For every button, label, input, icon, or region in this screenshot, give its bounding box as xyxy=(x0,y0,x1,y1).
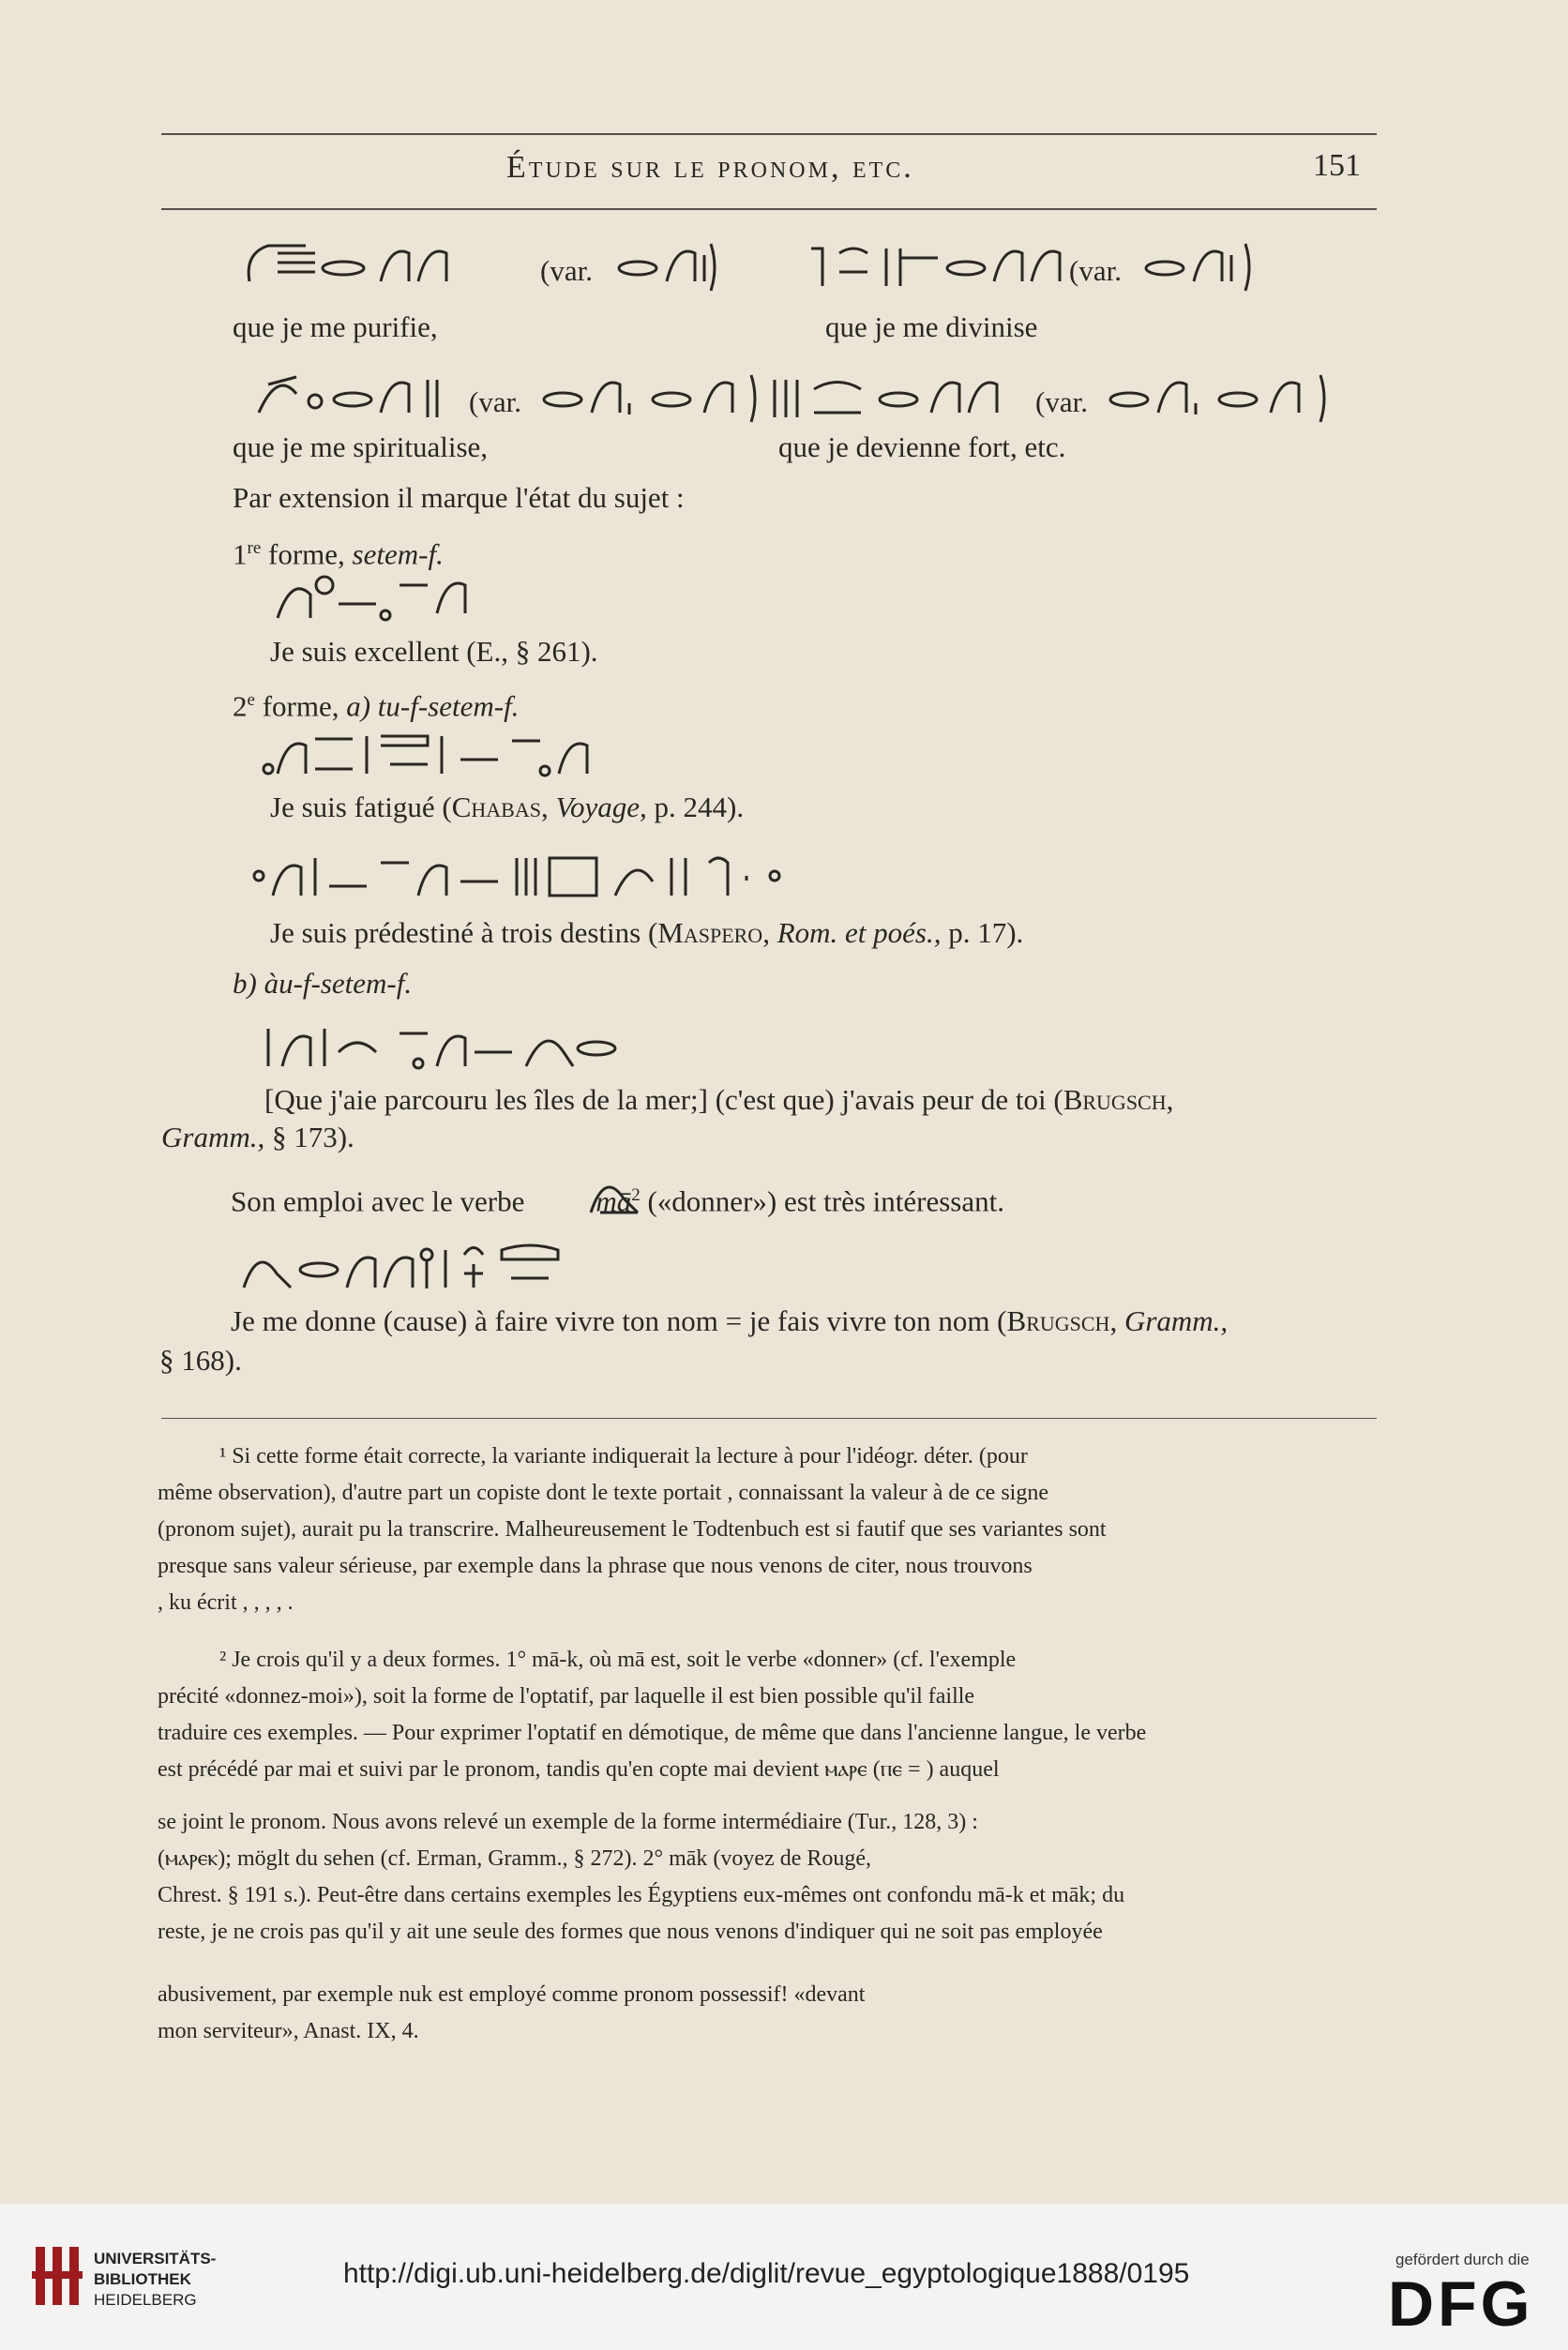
library-logo-icon xyxy=(28,2243,84,2309)
example-5-translation-line1: Je me donne (cause) à faire vivre ton nom = je fais vivre ton nom (Brugsch, Gramm., xyxy=(231,1304,1229,1337)
hieroglyph-example-1 xyxy=(268,566,550,623)
footnote-line: mon serviteur», Anast. IX, 4. xyxy=(158,2019,419,2043)
translation-1a: que je me purifie, xyxy=(233,310,438,343)
page-number: 151 xyxy=(1313,148,1361,183)
paragraph-verb-ma: Son emploi avec le verbe $mā^2$ («donner») est très intéressant. xyxy=(231,1184,1004,1218)
library-name: UNIVERSITÄTS- BIBLIOTHEK HEIDELBERG xyxy=(94,2250,217,2309)
running-title: Étude sur le pronom, etc. xyxy=(506,150,914,185)
translation-2b: que je devienne fort, etc. xyxy=(778,430,1066,463)
funder-caption: gefördert durch die xyxy=(1395,2251,1530,2268)
example-5-translation-line2: § 168). xyxy=(159,1344,242,1377)
footnote-line: Chrest. § 191 s.). Peut-être dans certains exemples les Égyptiens eux-mêmes ont confondu mā-k et māk; du xyxy=(158,1883,1125,1907)
hieroglyph-example-5 xyxy=(234,1236,666,1292)
variant-1: (var. xyxy=(540,254,593,287)
footnote-line: traduire ces exemples. — Pour exprimer l'optatif en démotique, de même que dans l'ancienne langue, le verbe xyxy=(158,1721,1147,1745)
hieroglyph-line-1b xyxy=(807,234,1069,291)
hieroglyph-line-2b xyxy=(767,366,1020,422)
variant-2: (var. xyxy=(1069,254,1122,287)
form-2b-heading: b) àu-f-setem-f. xyxy=(233,967,413,1000)
hieroglyph-verb-ma xyxy=(581,1161,647,1217)
variant-3: (var. xyxy=(469,385,521,418)
footnote-line: ¹ Si cette forme était correcte, la variante indiquerait la lecture à pour l'idéogr. déter. (pour xyxy=(219,1444,1028,1469)
paragraph-extension: Par extension il marque l'état du sujet : xyxy=(233,481,685,514)
example-4-translation-line2: Gramm., § 173). xyxy=(161,1121,354,1153)
footnote-line: est précédé par mai et suivi par le pronom, tandis qu'en copte mai devient ⲙⲁⲣⲉ (ⲡⲉ = ) auquel xyxy=(158,1757,1000,1782)
header-bottom-rule xyxy=(161,208,1377,210)
footnote-line: ² Je crois qu'il y a deux formes. 1° mā-k, où mā est, soit le verbe «donner» (cf. l'exemple xyxy=(219,1648,1017,1672)
hieroglyph-example-3 xyxy=(249,844,868,900)
header-top-rule xyxy=(161,133,1377,135)
hieroglyph-line-2a xyxy=(249,366,484,422)
footnote-separator xyxy=(161,1418,1377,1419)
footnote-line: (pronom sujet), aurait pu la transcrire. Malheureusement le Todtenbuch est si fautif que ses variantes sont xyxy=(158,1517,1107,1542)
translation-2a: que je me spiritualise, xyxy=(233,430,489,463)
form-1-heading: 1re forme, setem-f. xyxy=(233,537,444,571)
hieroglyph-var-4 xyxy=(1107,366,1350,422)
footnote-line: précité «donnez-moi»), soit la forme de l'optatif, par laquelle il est bien possible qu'il faille xyxy=(158,1684,975,1709)
footnote-line: (ⲙⲁⲣⲉⲕ); möglt du sehen (cf. Erman, Gramm., § 272). 2° māk (voyez de Rougé, xyxy=(158,1846,872,1871)
hieroglyph-line-1a xyxy=(240,234,540,291)
hieroglyph-var-2 xyxy=(1142,234,1264,291)
footnote-line: , ku écrit , , , , . xyxy=(158,1590,294,1615)
example-3-translation: Je suis prédestiné à trois destins (Maspero, Rom. et poés., p. 17). xyxy=(270,916,1024,949)
hieroglyph-example-2 xyxy=(259,722,671,778)
hieroglyph-example-4 xyxy=(259,1015,728,1071)
hieroglyph-var-3 xyxy=(540,366,775,422)
variant-4: (var. xyxy=(1035,385,1088,418)
example-2-translation: Je suis fatigué (Chabas, Voyage, p. 244). xyxy=(270,791,745,823)
footnote-line: même observation), d'autre part un copiste dont le texte portait , connaissant la valeur à de ce signe xyxy=(158,1481,1048,1505)
footnote-line: abusivement, par exemple nuk est employé comme pronom possessif! «devant xyxy=(158,1982,866,2007)
footnote-line: reste, je ne crois pas qu'il y ait une seule des formes que nous venons d'indiquer qui ne soit pas employée xyxy=(158,1920,1103,1944)
funder-logo: DFG xyxy=(1388,2268,1534,2340)
form-2-heading: 2e forme, a) tu-f-setem-f. xyxy=(233,689,520,723)
source-url[interactable]: http://digi.ub.uni-heidelberg.de/diglit/revue_egyptologique1888/0195 xyxy=(343,2258,1190,2289)
footnote-line: se joint le pronom. Nous avons relevé un exemple de la forme intermédiaire (Tur., 128, 3) : xyxy=(158,1810,978,1834)
example-4-translation-line1: [Que j'aie parcouru les îles de la mer;] (c'est que) j'avais peur de toi (Brugsch, xyxy=(264,1083,1174,1116)
example-1-translation: Je suis excellent (E., § 261). xyxy=(270,635,598,668)
hieroglyph-var-1 xyxy=(615,234,718,291)
footnote-line: presque sans valeur sérieuse, par exemple dans la phrase que nous venons de citer, nous trouvons xyxy=(158,1554,1033,1578)
translation-1b: que je me divinise xyxy=(825,310,1038,343)
